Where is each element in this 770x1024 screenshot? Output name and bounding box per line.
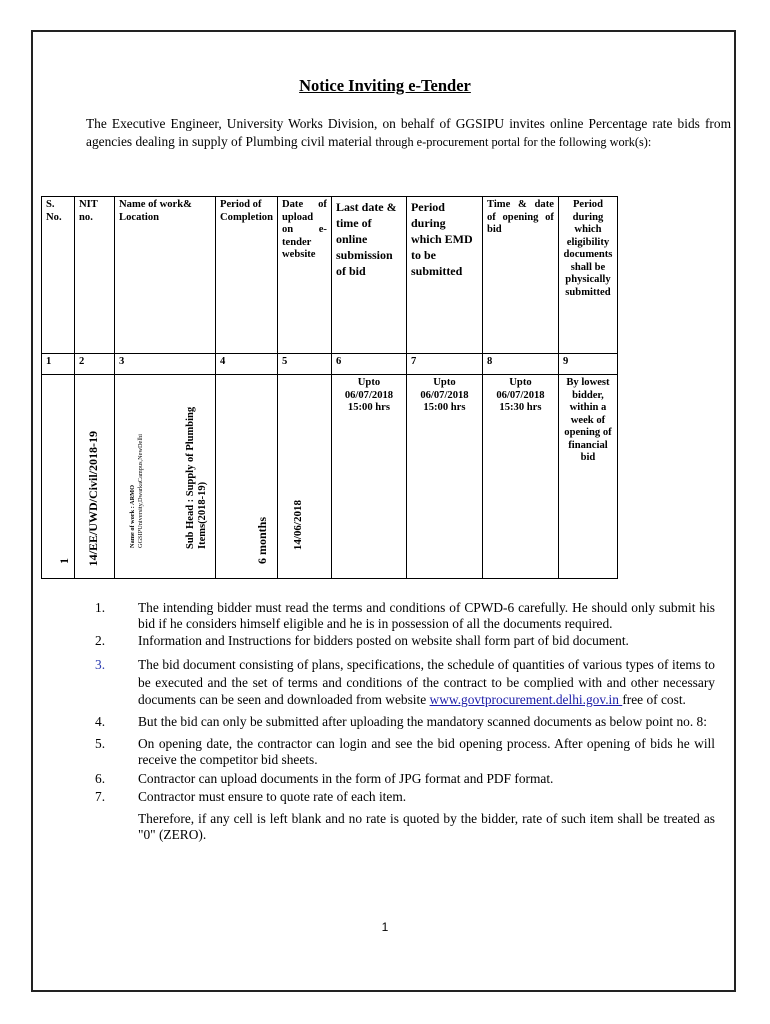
item-text: Contractor must ensure to quote rate of each item.: [138, 788, 407, 804]
intro-paragraph: [86, 115, 731, 151]
page-number: 1: [381, 920, 389, 934]
cell-last-date: [331, 375, 406, 579]
item-number: 1.: [95, 600, 106, 615]
cell-period: [216, 375, 278, 579]
col-number: 8: [482, 354, 558, 375]
col-number: 2: [75, 354, 115, 375]
procurement-website-link[interactable]: www.govtprocurement.delhi.gov.in: [429, 692, 623, 707]
item-text: But the bid can only be submitted after uploading the mandatory scanned documents as below point no. 8:: [138, 713, 707, 729]
item-text: Contractor can upload documents in the form of JPG format and PDF format.: [138, 770, 554, 786]
col-number: 1: [42, 354, 75, 375]
opening-value: Upto 06/07/2018 15:30 hrs: [496, 377, 545, 413]
instructions-list: [95, 600, 715, 843]
item-number: 4.: [95, 713, 106, 729]
item-number: 6.: [95, 770, 106, 786]
last-date-value: Upto 06/07/2018 15:00 hrs: [344, 377, 394, 413]
item-number: 5.: [95, 735, 106, 751]
col-number: 7: [406, 354, 482, 375]
emd-value: Upto 06/07/2018 15:00 hrs: [420, 377, 469, 413]
header-period: Period of Completion: [216, 197, 278, 354]
item-number: 7.: [95, 788, 106, 804]
nit-value: 14/EE/UWD/Civil/2018-19: [86, 430, 100, 566]
eligibility-value: By lowest bidder, within a week of opening of financial bid: [564, 377, 612, 463]
col-number: 6: [331, 354, 406, 375]
header-sno: S. No.: [42, 197, 75, 354]
item-text: On opening date, the contractor can login and see the bid opening process. After opening of bids he will receive the competitor bid sheets.: [138, 735, 715, 767]
header-eligibility: Period during which eligibility documents shall be physically submitted: [558, 197, 617, 354]
header-upload-date: Date of upload on e-tender website: [277, 197, 331, 354]
cell-emd: [406, 375, 482, 579]
item-text: Therefore, if any cell is left blank and no rate is quoted by the bidder, rate of such item shall be treated as "0" (ZERO).: [138, 810, 715, 842]
col-number: 4: [216, 354, 278, 375]
item-text: The intending bidder must read the terms and conditions of CPWD-6 carefully. He should only submit his bid if he considers himself eligible and he is in possession of all the documents required.: [138, 600, 715, 631]
header-opening: Time & date of opening of bid: [482, 197, 558, 354]
header-last-date: Last date & time of online submission of bid: [331, 197, 406, 354]
list-item: [95, 714, 715, 730]
tender-table: [41, 196, 618, 579]
upload-date-value: 14/06/2018: [291, 499, 304, 550]
intro-main: The Executive Engineer, University Works Division, on behalf of GGSIPU invites online Percentage rate bids from agencies dealing in supply of Plumbing civil material: [86, 116, 731, 149]
list-item: [95, 789, 715, 805]
cell-eligibility: [558, 375, 617, 579]
item-text: Information and Instructions for bidders posted on website shall form part of bid document.: [138, 633, 629, 648]
table-header-row: [42, 197, 618, 354]
cell-nit: [75, 375, 115, 579]
list-item: [95, 736, 715, 768]
cell-work: [115, 375, 216, 579]
work-location: [129, 434, 145, 548]
table-number-row: [42, 354, 618, 375]
list-item: [95, 811, 715, 843]
list-item: [95, 656, 715, 709]
col-number: 5: [277, 354, 331, 375]
work-location-detail: GGSIPUniversity,DwarkaCampus,NewDelhi: [137, 434, 144, 548]
list-item: [95, 600, 715, 632]
notice-title: Notice Inviting e-Tender: [299, 76, 471, 95]
list-item: [95, 633, 715, 649]
header-emd: Period during which EMD to be submitted: [406, 197, 482, 354]
cell-upload-date: [277, 375, 331, 579]
list-item: [95, 771, 715, 787]
sno-value: 1: [57, 558, 71, 564]
col-number: 9: [558, 354, 617, 375]
intro-tail: through e-procurement portal for the following work(s):: [375, 134, 652, 149]
sub-head: Sub Head : Supply of Plumbing Items(2018-19): [185, 406, 208, 549]
item-number: 2.: [95, 633, 106, 648]
cell-opening: [482, 375, 558, 579]
item-number: 3.: [95, 657, 106, 672]
period-value: 6 months: [255, 516, 269, 564]
work-location-label: Name of work : ARMO: [129, 485, 136, 548]
cell-sno: [42, 375, 75, 579]
item-text: The bid document consisting of plans, specifications, the schedule of quantities of various types of items to be executed and the set of terms and conditions of the contract to be complied with and other necessary documents can be seen and downloaded from website: [138, 657, 715, 707]
header-work: Name of work& Location: [115, 197, 216, 354]
header-nit: NIT no.: [75, 197, 115, 354]
col-number: 3: [115, 354, 216, 375]
table-row: [42, 375, 618, 579]
item-text-after-link: free of cost.: [622, 692, 686, 707]
